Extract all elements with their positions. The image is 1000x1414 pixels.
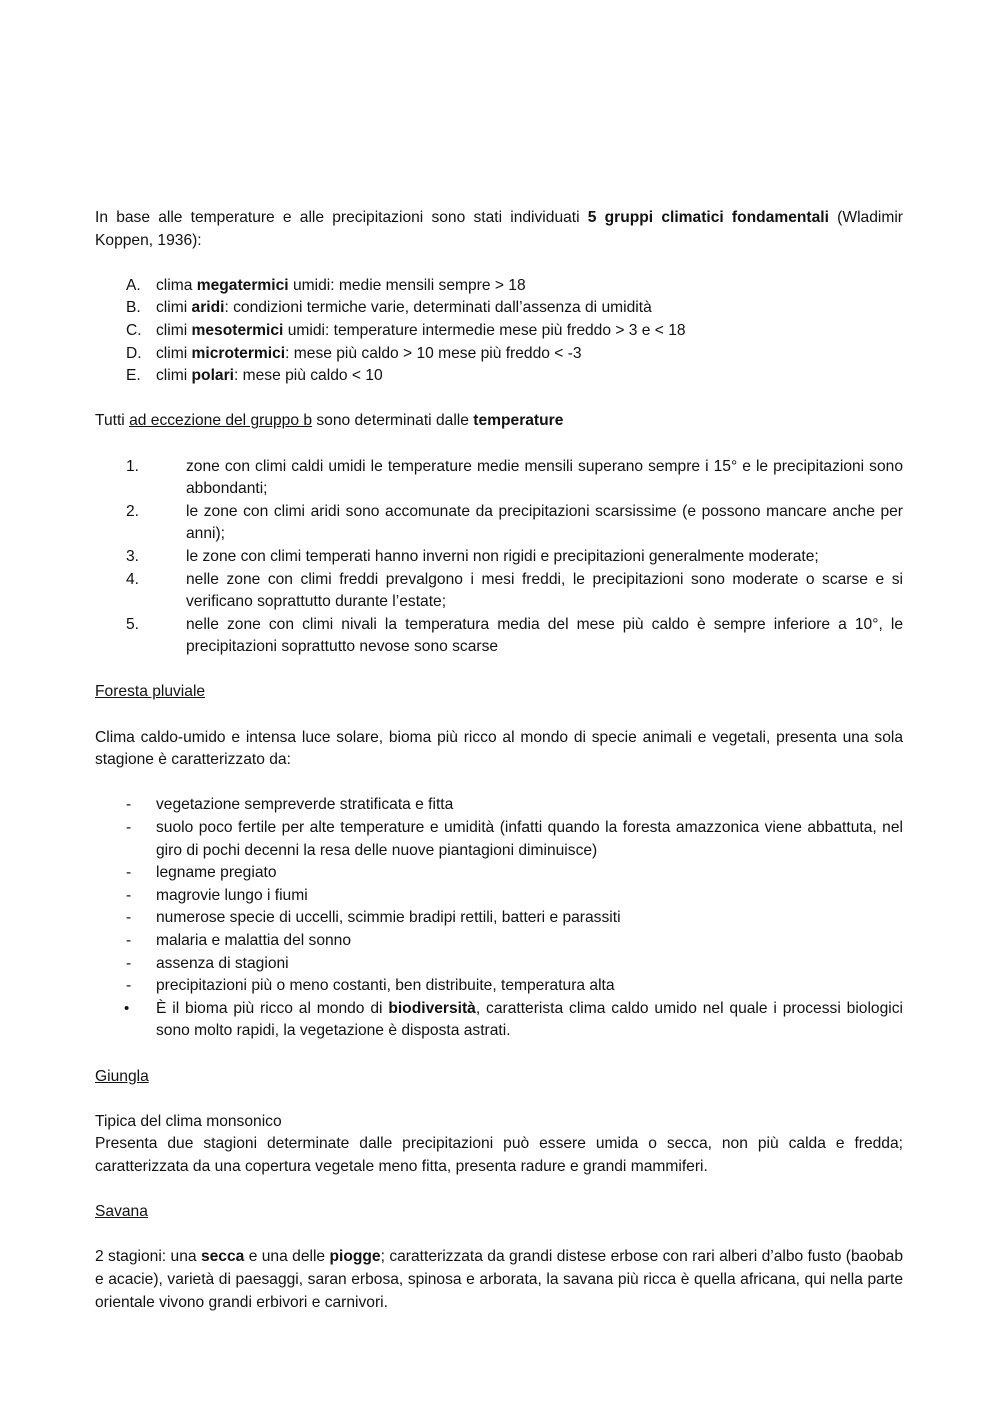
list-marker: 1. [126,457,140,475]
item-text: le zone con climi aridi sono accomunate da precipitazioni scarsissime (e possono mancare anche per anni); [186,502,903,543]
bullet-marker: • [124,999,130,1017]
list-marker: E. [126,367,141,385]
item-bold: megatermici [196,276,289,294]
list-item [95,297,903,320]
intro-text-end: (Wladimir Koppen, 1936): [95,209,903,249]
item-text: vegetazione sempreverde stratificata e fitta [156,796,454,814]
item-text: numerose specie di uccelli, scimmie bradipi rettili, batteri e parassiti [156,909,621,927]
item-text: climi [156,299,192,317]
item-text: nelle zone con climi nivali la temperatura media del mese più caldo è sempre inferiore a 10°, le precipitazioni soprattutto nevose sono scarse [186,615,903,656]
list-item [95,614,903,659]
item-bold: microtermici [191,344,286,362]
item-text: le zone con climi temperati hanno inverni non rigidi e precipitazioni generalmente moderate; [186,547,819,565]
item-text: legname pregiato [156,864,277,882]
list-marker: - [126,977,132,995]
item-text: climi [156,344,192,362]
item-text: climi [156,367,192,385]
list-marker: - [126,932,132,949]
tutti-bold: temperature [473,412,564,430]
savana-bold-secca: secca [200,1248,245,1266]
list-marker: - [126,864,132,882]
item-text: nelle zone con climi freddi prevalgono i mesi freddi, le precipitazioni sono moderate o scarse e si verificano soprattutto durante l’estate; [186,570,903,611]
heading-text: Savana [95,1203,148,1221]
tutti-text: Tutti [95,412,130,430]
climate-groups-list [95,275,903,388]
list-marker: A. [126,276,141,294]
climate-zones-list [95,456,903,659]
tutti-text-mid: sono determinati dalle [312,412,474,430]
item-bold: aridi [191,299,225,317]
list-marker: - [126,886,132,904]
list-item [95,975,903,998]
giungla-line1: Tipica del clima monsonico [95,1112,282,1130]
intro-paragraph [95,207,903,252]
item-bold: biodiversità [388,999,476,1017]
list-marker: - [126,954,132,972]
tutti-paragraph [95,410,903,433]
list-marker: - [126,909,132,927]
list-marker: 4. [126,570,140,588]
foresta-list [95,794,903,1043]
savana-text: 2 stagioni: una [95,1248,201,1266]
list-item [95,365,903,388]
list-marker: 2. [126,502,140,520]
item-text: : mese più caldo > 10 mese più freddo < -3 [285,344,582,362]
list-item [95,907,903,930]
item-bold: mesotermici [191,321,284,339]
item-text: suolo poco fertile per alte temperature e umidità (infatti quando la foresta amazzonica viene abbattuta, nel giro di pochi decenni la resa delle nuove piantagioni diminuisce) [156,819,903,859]
item-text: È il bioma più ricco al mondo di [156,999,389,1017]
savana-text-mid: e una delle [244,1248,330,1266]
list-item [95,546,903,569]
intro-text: In base alle temperature e alle precipitazioni sono stati individuati [95,209,588,226]
tutti-underline: ad eccezione del gruppo b [129,412,313,430]
list-marker: B. [126,299,141,317]
foresta-intro: Clima caldo-umido e intensa luce solare, bioma più ricco al mondo di specie animali e vegetali, presenta una sola stagione è caratterizzato da: [95,728,903,769]
item-text: climi [156,321,192,339]
section-heading-foresta [95,681,903,704]
item-text: magrovie lungo i fiumi [156,886,308,904]
list-item [95,569,903,614]
item-text: , caratterista clima caldo umido nel quale i processi biologici sono molto rapidi, la vegetazione è disposta astrati. [156,999,903,1040]
list-item [95,343,903,366]
list-item [95,862,903,885]
item-text: umidi: temperature intermedie mese più freddo > 3 e < 18 [283,321,686,339]
list-marker: 5. [126,615,140,633]
item-text: zone con climi caldi umidi le temperature medie mensili superano sempre i 15° e le precipitazioni sono abbondanti; [186,457,903,498]
heading-text: Foresta pluviale [95,683,206,701]
list-item [95,794,903,817]
section-heading-giungla [95,1066,903,1089]
item-text: : condizioni termiche varie, determinati dall’assenza di umidità [224,299,652,317]
list-item [95,501,903,546]
item-text: umidi: medie mensili sempre > 18 [288,276,526,294]
item-text: assenza di stagioni [156,954,289,972]
item-text: clima [156,276,197,294]
list-item [95,930,903,953]
list-item [95,885,903,908]
item-text: precipitazioni più o meno costanti, ben distribuite, temperatura alta [156,977,615,995]
list-marker: - [126,819,132,837]
giungla-line2: Presenta due stagioni determinate dalle precipitazioni può essere umida o secca, non più calda e fredda; caratterizzata da una copertura vegetale meno fitta, presenta radure e grandi mammiferi. [95,1135,903,1175]
list-marker: - [126,796,132,814]
list-item [95,953,903,976]
savana-text-end: ; caratterizzata da grandi distese erbose con rari alberi d’albo fusto (baobab e acacie), varietà di paesaggi, saran erbosa, spinosa e arborata, la savana più ricca è quella africana, qui nella parte orientale vivono grandi erbivori e carnivori. [95,1248,904,1311]
document-page [95,207,903,1314]
heading-text: Giungla [95,1067,149,1085]
savana-bold-piogge: piogge [329,1248,381,1266]
list-item [95,320,903,343]
intro-bold: 5 gruppi climatici fondamentali [587,209,829,226]
list-marker: 3. [126,547,140,565]
item-text: : mese più caldo < 10 [233,367,383,385]
list-marker: C. [126,321,142,339]
item-bold: polari [191,367,234,385]
item-text: malaria e malattia del sonno [156,932,352,949]
savana-paragraph [95,1246,903,1314]
list-item [95,998,903,1043]
list-item [95,275,903,298]
list-marker: D. [126,344,142,362]
list-item [95,456,903,501]
list-item [95,817,903,862]
section-heading-savana [95,1201,903,1224]
